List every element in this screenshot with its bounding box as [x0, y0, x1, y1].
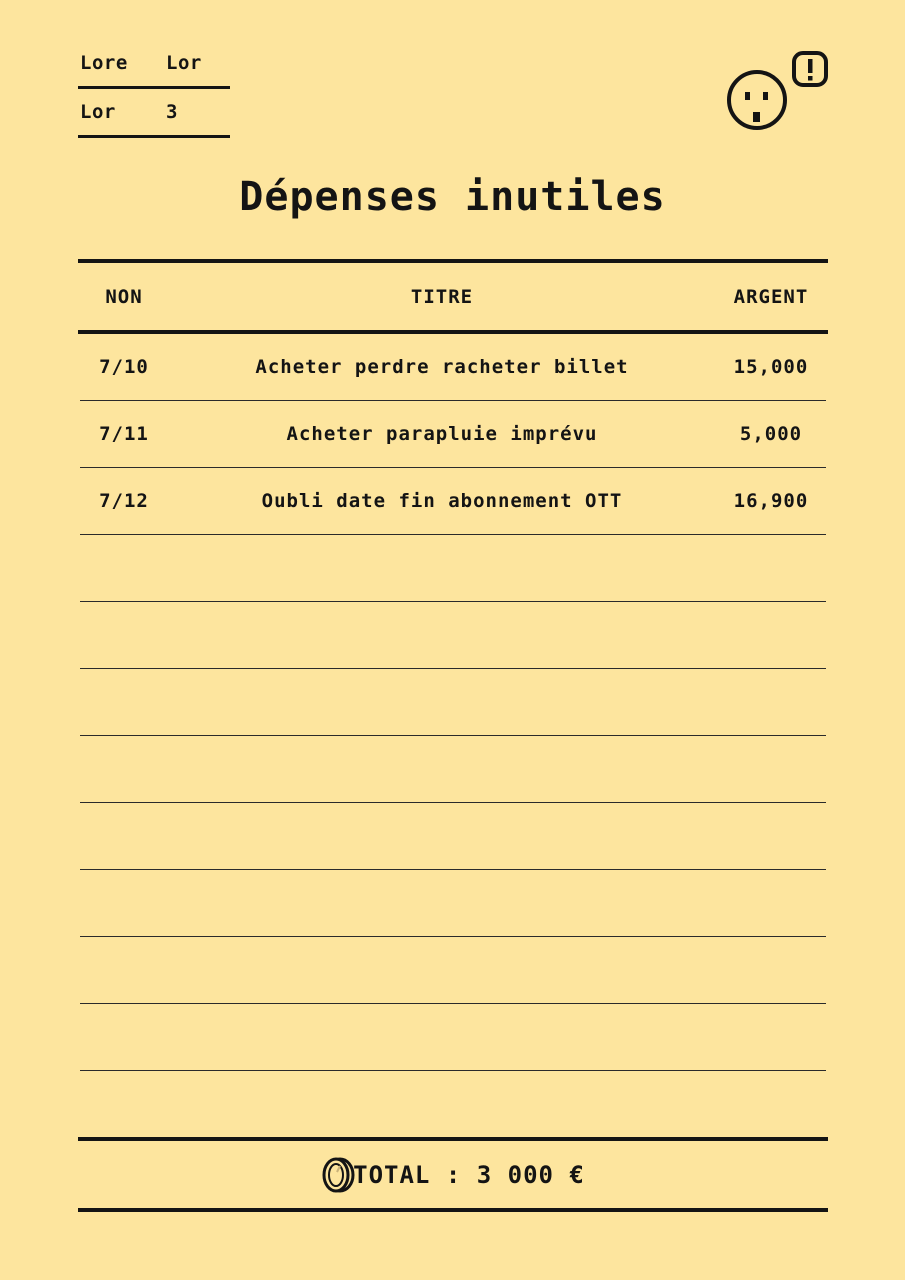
- page-title: Dépenses inutiles: [239, 174, 666, 220]
- cell-date: 7/10: [99, 356, 149, 378]
- column-header-amount: ARGENT: [733, 285, 809, 308]
- info-row-1: [78, 40, 230, 86]
- total-section: [78, 1137, 828, 1212]
- empty-row: [78, 669, 828, 735]
- table-row: [78, 334, 828, 400]
- cell-title: Acheter perdre racheter billet: [255, 356, 629, 378]
- total-label: TOTAL : 3 000 €: [353, 1160, 585, 1189]
- info-key: Lore: [80, 52, 128, 74]
- total-line: [78, 1141, 828, 1208]
- empty-row: [78, 535, 828, 601]
- table-row: [78, 401, 828, 467]
- table-row: [78, 468, 828, 534]
- cell-amount: 15,000: [733, 356, 809, 378]
- info-header: [78, 40, 230, 138]
- cell-amount: 5,000: [739, 423, 803, 445]
- empty-row: [78, 1004, 828, 1070]
- divider: [80, 1070, 826, 1071]
- cell-title: Acheter parapluie imprévu: [286, 423, 598, 445]
- cell-date: 7/12: [99, 490, 149, 512]
- cell-amount: 16,900: [733, 490, 809, 512]
- expense-table: [78, 259, 828, 1071]
- exclamation-icon: [794, 53, 826, 85]
- info-row-2: [78, 89, 230, 135]
- table-header: [78, 263, 828, 330]
- empty-row: [78, 870, 828, 936]
- info-value: 3: [166, 101, 178, 123]
- cell-date: 7/11: [99, 423, 149, 445]
- divider: [78, 1208, 828, 1212]
- coin-icon: [321, 1156, 355, 1194]
- empty-row: [78, 602, 828, 668]
- column-header-date: NON: [105, 285, 143, 308]
- empty-row: [78, 937, 828, 1003]
- column-header-title: TITRE: [410, 285, 474, 308]
- divider: [78, 135, 230, 138]
- info-value: Lor: [166, 52, 202, 74]
- worried-face-icon: [722, 50, 832, 136]
- empty-row: [78, 736, 828, 802]
- info-key: Lor: [80, 101, 116, 123]
- cell-title: Oubli date fin abonnement OTT: [261, 490, 623, 512]
- empty-row: [78, 803, 828, 869]
